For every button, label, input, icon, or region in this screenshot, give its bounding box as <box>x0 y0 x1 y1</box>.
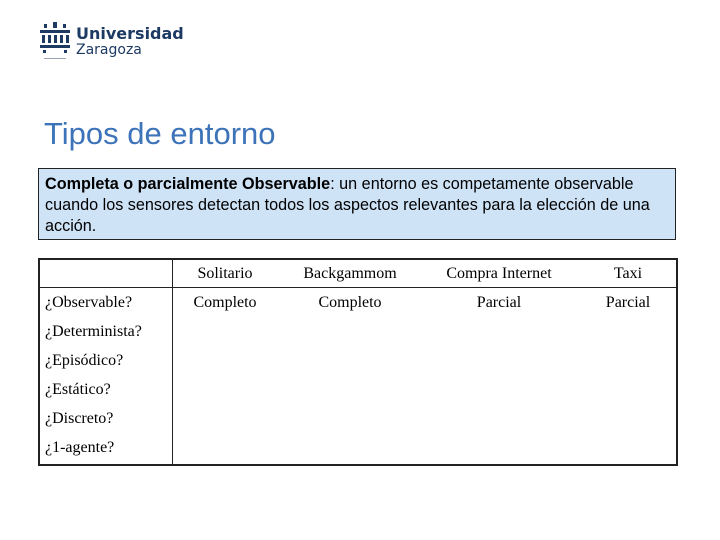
column-header-backgammom: Backgammom <box>303 265 397 282</box>
column-header-taxi: Taxi <box>613 265 643 282</box>
logo-line-1: Universidad <box>76 24 184 43</box>
university-emblem-icon <box>38 22 72 62</box>
definition-term: Completa o parcialmente Observable <box>45 175 331 193</box>
row-label-discreto: ¿Discreto? <box>45 410 114 427</box>
definition-box <box>38 168 676 240</box>
row-label-estatico: ¿Estático? <box>45 381 111 398</box>
cell-observable-backgammom: Completo <box>318 294 382 311</box>
row-label-episodico: ¿Episódico? <box>45 352 124 369</box>
environment-table <box>38 258 678 466</box>
logo-line-2: Zaragoza <box>76 42 142 58</box>
row-label-1-agente: ¿1-agente? <box>45 439 115 456</box>
university-logo <box>38 22 184 64</box>
slide-title: Tipos de entorno <box>44 116 276 151</box>
cell-observable-solitario: Completo <box>193 294 257 311</box>
cell-observable-taxi: Parcial <box>605 294 651 311</box>
header-rule <box>40 287 676 288</box>
column-header-solitario: Solitario <box>197 265 253 282</box>
column-header-compra-internet: Compra Internet <box>446 265 552 282</box>
cell-observable-compra-internet: Parcial <box>476 294 522 311</box>
definition-text: : un entorno es competamente observable cuando los sensores detectan todos los aspectos relevantes para la elección de una acción. <box>45 175 650 235</box>
row-label-observable: ¿Observable? <box>45 294 133 311</box>
row-label-determinista: ¿Determinista? <box>45 323 142 340</box>
label-column-divider <box>172 260 173 464</box>
